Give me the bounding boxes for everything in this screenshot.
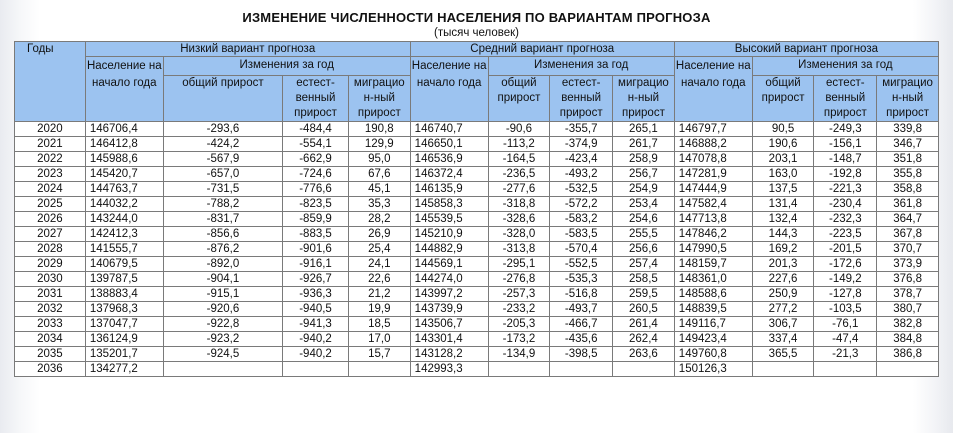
cell-high-total: 201,3: [752, 257, 814, 272]
cell-low-natural: -940,2: [283, 332, 349, 347]
cell-mid-natural: -572,2: [550, 197, 613, 212]
cell-low-migration: 24,1: [348, 257, 410, 272]
cell-low-natural: -724,6: [283, 167, 349, 182]
cell-low-migration: 19,9: [348, 302, 410, 317]
cell-year: 2034: [15, 332, 86, 347]
table-body: [15, 122, 939, 377]
cell-mid-total: -257,3: [488, 287, 550, 302]
cell-mid-total: -295,1: [488, 257, 550, 272]
cell-mid-natural: -374,9: [550, 137, 613, 152]
cell-high-natural: -21,3: [814, 347, 877, 362]
cell-high-population: 147281,9: [674, 167, 752, 182]
cell-low-population: 139787,5: [85, 272, 163, 287]
cell-high-total: 132,4: [752, 212, 814, 227]
cell-low-migration: 25,4: [348, 242, 410, 257]
cell-year: 2023: [15, 167, 86, 182]
cell-high-migration: 358,8: [877, 182, 939, 197]
cell-low-population: 143244,0: [85, 212, 163, 227]
cell-mid-migration: 256,6: [613, 242, 675, 257]
cell-high-migration: 346,7: [877, 137, 939, 152]
cell-mid-population: 146740,7: [410, 122, 488, 137]
table-row: [15, 197, 939, 212]
cell-high-population: 149116,7: [674, 317, 752, 332]
cell-low-migration: 21,2: [348, 287, 410, 302]
cell-year: 2033: [15, 317, 86, 332]
cell-high-natural: -230,4: [814, 197, 877, 212]
cell-high-migration: 351,8: [877, 152, 939, 167]
cell-low-total: -915,1: [163, 287, 282, 302]
cell-high-migration: 370,7: [877, 242, 939, 257]
table-row: [15, 242, 939, 257]
table-row: [15, 347, 939, 362]
cell-mid-migration: 255,5: [613, 227, 675, 242]
cell-high-total: 365,5: [752, 347, 814, 362]
cell-year: 2031: [15, 287, 86, 302]
cell-low-natural: [283, 362, 349, 377]
cell-high-total: 144,3: [752, 227, 814, 242]
table-row: [15, 272, 939, 287]
cell-low-total: -424,2: [163, 137, 282, 152]
cell-mid-population: 143128,2: [410, 347, 488, 362]
cell-mid-migration: 261,4: [613, 317, 675, 332]
cell-year: 2036: [15, 362, 86, 377]
cell-mid-population: 144882,9: [410, 242, 488, 257]
cell-low-total: [163, 362, 282, 377]
cell-mid-migration: [613, 362, 675, 377]
cell-year: 2030: [15, 272, 86, 287]
cell-low-natural: -941,3: [283, 317, 349, 332]
cell-high-natural: -192,8: [814, 167, 877, 182]
table-row: [15, 122, 939, 137]
header-high-total: общий прирост: [752, 76, 814, 122]
cell-high-total: 131,4: [752, 197, 814, 212]
table-row: [15, 227, 939, 242]
cell-high-migration: 355,8: [877, 167, 939, 182]
cell-high-natural: -223,5: [814, 227, 877, 242]
cell-low-total: -567,9: [163, 152, 282, 167]
cell-mid-natural: [550, 362, 613, 377]
cell-low-natural: -901,6: [283, 242, 349, 257]
cell-high-population: 148361,0: [674, 272, 752, 287]
table-subtitle: (тысяч человек): [433, 27, 519, 39]
header-low-population: Население на начало года: [85, 57, 163, 122]
cell-low-natural: -662,9: [283, 152, 349, 167]
cell-mid-total: -164,5: [488, 152, 550, 167]
table-row: [15, 182, 939, 197]
header-low-natural: естест-венный прирост: [283, 76, 349, 122]
cell-low-migration: 190,8: [348, 122, 410, 137]
cell-low-population: 146412,8: [85, 137, 163, 152]
header-mid-migration: миграцио н-ный прирост: [613, 76, 675, 122]
table-row: [15, 257, 939, 272]
cell-high-natural: -201,5: [814, 242, 877, 257]
cell-low-natural: -926,7: [283, 272, 349, 287]
cell-high-population: 149423,4: [674, 332, 752, 347]
cell-low-total: -856,6: [163, 227, 282, 242]
cell-low-natural: -554,1: [283, 137, 349, 152]
cell-high-natural: -47,4: [814, 332, 877, 347]
cell-low-migration: 67,6: [348, 167, 410, 182]
cell-low-total: -788,2: [163, 197, 282, 212]
header-low-migration: миграцио н-ный прирост: [348, 76, 410, 122]
cell-mid-population: 144274,0: [410, 272, 488, 287]
cell-mid-natural: -435,6: [550, 332, 613, 347]
header-high-natural: естест-венный прирост: [814, 76, 877, 122]
cell-mid-natural: -570,4: [550, 242, 613, 257]
header-high-population: Население на начало года: [674, 57, 752, 122]
cell-year: 2028: [15, 242, 86, 257]
cell-high-total: 169,2: [752, 242, 814, 257]
table-row: [15, 332, 939, 347]
cell-mid-total: -328,0: [488, 227, 550, 242]
cell-mid-total: -173,2: [488, 332, 550, 347]
cell-year: 2026: [15, 212, 86, 227]
table-row: [15, 167, 939, 182]
cell-low-natural: -859,9: [283, 212, 349, 227]
cell-mid-total: -236,5: [488, 167, 550, 182]
cell-low-population: 145988,6: [85, 152, 163, 167]
table-row: [15, 317, 939, 332]
cell-mid-migration: 258,5: [613, 272, 675, 287]
cell-low-natural: -916,1: [283, 257, 349, 272]
cell-high-total: 306,7: [752, 317, 814, 332]
cell-high-natural: -127,8: [814, 287, 877, 302]
cell-mid-total: -90,6: [488, 122, 550, 137]
table-header: [15, 42, 939, 122]
table-title: ИЗМЕНЕНИЕ ЧИСЛЕННОСТИ НАСЕЛЕНИЯ ПО ВАРИАНТАМ ПРОГНОЗА: [242, 10, 711, 25]
cell-high-population: 148588,6: [674, 287, 752, 302]
cell-low-population: 134277,2: [85, 362, 163, 377]
cell-low-natural: -883,5: [283, 227, 349, 242]
cell-high-migration: 378,7: [877, 287, 939, 302]
cell-low-migration: 15,7: [348, 347, 410, 362]
header-mid-changes: Изменения за год: [488, 57, 674, 76]
cell-high-population: 147990,5: [674, 242, 752, 257]
cell-high-total: 90,5: [752, 122, 814, 137]
cell-low-population: 145420,7: [85, 167, 163, 182]
cell-mid-migration: 261,7: [613, 137, 675, 152]
cell-low-total: -293,6: [163, 122, 282, 137]
cell-low-population: 136124,9: [85, 332, 163, 347]
cell-high-population: 146797,7: [674, 122, 752, 137]
cell-low-total: -831,7: [163, 212, 282, 227]
table-row: [15, 362, 939, 377]
header-low-variant: Низкий вариант прогноза: [85, 42, 410, 57]
cell-high-total: 137,5: [752, 182, 814, 197]
cell-high-natural: [814, 362, 877, 377]
table-row: [15, 212, 939, 227]
cell-year: 2025: [15, 197, 86, 212]
cell-high-migration: [877, 362, 939, 377]
cell-high-migration: 380,7: [877, 302, 939, 317]
cell-mid-population: 146372,4: [410, 167, 488, 182]
cell-high-natural: -76,1: [814, 317, 877, 332]
cell-year: 2020: [15, 122, 86, 137]
header-high-variant: Высокий вариант прогноза: [674, 42, 938, 57]
cell-mid-migration: 257,4: [613, 257, 675, 272]
cell-high-population: 147078,8: [674, 152, 752, 167]
cell-high-population: 150126,3: [674, 362, 752, 377]
cell-high-total: 227,6: [752, 272, 814, 287]
cell-high-natural: -172,6: [814, 257, 877, 272]
cell-mid-natural: -516,8: [550, 287, 613, 302]
cell-mid-migration: 254,6: [613, 212, 675, 227]
cell-high-migration: 361,8: [877, 197, 939, 212]
cell-low-population: 138883,4: [85, 287, 163, 302]
cell-low-natural: -936,3: [283, 287, 349, 302]
cell-low-migration: 17,0: [348, 332, 410, 347]
header-low-total: общий прирост: [163, 76, 282, 122]
cell-mid-natural: -552,5: [550, 257, 613, 272]
cell-high-migration: 376,8: [877, 272, 939, 287]
cell-mid-migration: 253,4: [613, 197, 675, 212]
cell-mid-total: -233,2: [488, 302, 550, 317]
cell-mid-population: 146135,9: [410, 182, 488, 197]
cell-mid-migration: 265,1: [613, 122, 675, 137]
cell-mid-population: 143301,4: [410, 332, 488, 347]
cell-low-total: -924,5: [163, 347, 282, 362]
cell-high-population: 146888,2: [674, 137, 752, 152]
cell-year: 2022: [15, 152, 86, 167]
cell-high-natural: -249,3: [814, 122, 877, 137]
cell-mid-population: 145210,9: [410, 227, 488, 242]
cell-mid-population: 145539,5: [410, 212, 488, 227]
cell-mid-population: 146536,9: [410, 152, 488, 167]
cell-low-natural: -823,5: [283, 197, 349, 212]
cell-mid-total: -277,6: [488, 182, 550, 197]
cell-mid-total: -318,8: [488, 197, 550, 212]
cell-high-total: 277,2: [752, 302, 814, 317]
cell-high-population: 148159,7: [674, 257, 752, 272]
cell-low-migration: 26,9: [348, 227, 410, 242]
cell-high-total: [752, 362, 814, 377]
cell-mid-natural: -532,5: [550, 182, 613, 197]
cell-mid-population: 143506,7: [410, 317, 488, 332]
cell-mid-natural: -355,7: [550, 122, 613, 137]
cell-low-population: 146706,4: [85, 122, 163, 137]
cell-mid-population: 143739,9: [410, 302, 488, 317]
report-sheet: [14, 10, 939, 428]
cell-low-total: -904,1: [163, 272, 282, 287]
cell-low-natural: -484,4: [283, 122, 349, 137]
cell-mid-total: -113,2: [488, 137, 550, 152]
cell-low-natural: -940,2: [283, 347, 349, 362]
cell-high-natural: -221,3: [814, 182, 877, 197]
cell-mid-population: 145858,3: [410, 197, 488, 212]
cell-high-migration: 382,8: [877, 317, 939, 332]
cell-mid-natural: -535,3: [550, 272, 613, 287]
cell-high-migration: 364,7: [877, 212, 939, 227]
cell-mid-population: 146650,1: [410, 137, 488, 152]
cell-mid-natural: -583,2: [550, 212, 613, 227]
cell-low-population: 144763,7: [85, 182, 163, 197]
cell-high-total: 337,4: [752, 332, 814, 347]
cell-mid-population: 143997,2: [410, 287, 488, 302]
header-low-changes: Изменения за год: [163, 57, 410, 76]
cell-mid-migration: 256,7: [613, 167, 675, 182]
cell-mid-migration: 258,9: [613, 152, 675, 167]
cell-low-population: 144032,2: [85, 197, 163, 212]
cell-high-migration: 339,8: [877, 122, 939, 137]
cell-low-migration: 45,1: [348, 182, 410, 197]
cell-low-migration: 129,9: [348, 137, 410, 152]
cell-mid-total: -134,9: [488, 347, 550, 362]
cell-low-population: 135201,7: [85, 347, 163, 362]
cell-mid-total: -276,8: [488, 272, 550, 287]
cell-mid-migration: 260,5: [613, 302, 675, 317]
cell-low-migration: 28,2: [348, 212, 410, 227]
forecast-table: [14, 41, 939, 377]
cell-mid-migration: 263,6: [613, 347, 675, 362]
header-years: Годы: [15, 42, 86, 122]
cell-mid-population: 142993,3: [410, 362, 488, 377]
cell-low-population: 142412,3: [85, 227, 163, 242]
header-mid-total: общий прирост: [488, 76, 550, 122]
cell-mid-total: [488, 362, 550, 377]
cell-year: 2035: [15, 347, 86, 362]
cell-high-migration: 373,9: [877, 257, 939, 272]
cell-mid-migration: 259,5: [613, 287, 675, 302]
header-mid-population: Население на начало года: [410, 57, 488, 122]
cell-high-population: 147713,8: [674, 212, 752, 227]
cell-high-total: 250,9: [752, 287, 814, 302]
cell-high-natural: -103,5: [814, 302, 877, 317]
header-mid-natural: естест-венный прирост: [550, 76, 613, 122]
cell-mid-total: -205,3: [488, 317, 550, 332]
cell-high-population: 147582,4: [674, 197, 752, 212]
cell-high-total: 190,6: [752, 137, 814, 152]
cell-mid-natural: -423,4: [550, 152, 613, 167]
cell-low-total: -923,2: [163, 332, 282, 347]
cell-mid-natural: -398,5: [550, 347, 613, 362]
cell-high-population: 147444,9: [674, 182, 752, 197]
cell-year: 2024: [15, 182, 86, 197]
cell-mid-natural: -493,2: [550, 167, 613, 182]
cell-low-migration: 18,5: [348, 317, 410, 332]
cell-high-migration: 386,8: [877, 347, 939, 362]
cell-year: 2029: [15, 257, 86, 272]
cell-mid-total: -328,6: [488, 212, 550, 227]
cell-low-total: -920,6: [163, 302, 282, 317]
cell-low-migration: 95,0: [348, 152, 410, 167]
cell-high-total: 203,1: [752, 152, 814, 167]
cell-low-population: 140679,5: [85, 257, 163, 272]
cell-low-natural: -940,5: [283, 302, 349, 317]
cell-low-population: 141555,7: [85, 242, 163, 257]
cell-low-migration: 35,3: [348, 197, 410, 212]
cell-low-population: 137047,7: [85, 317, 163, 332]
header-high-changes: Изменения за год: [752, 57, 938, 76]
header-high-migration: миграцио н-ный прирост: [877, 76, 939, 122]
table-row: [15, 287, 939, 302]
cell-mid-total: -313,8: [488, 242, 550, 257]
cell-low-total: -657,0: [163, 167, 282, 182]
cell-high-natural: -156,1: [814, 137, 877, 152]
cell-high-natural: -232,3: [814, 212, 877, 227]
cell-mid-migration: 254,9: [613, 182, 675, 197]
cell-high-natural: -149,2: [814, 272, 877, 287]
cell-year: 2032: [15, 302, 86, 317]
header-mid-variant: Средний вариант прогноза: [410, 42, 674, 57]
cell-low-total: -922,8: [163, 317, 282, 332]
cell-high-natural: -148,7: [814, 152, 877, 167]
table-row: [15, 137, 939, 152]
cell-high-population: 148839,5: [674, 302, 752, 317]
cell-high-population: 149760,8: [674, 347, 752, 362]
cell-mid-natural: -466,7: [550, 317, 613, 332]
cell-mid-natural: -583,5: [550, 227, 613, 242]
cell-low-population: 137968,3: [85, 302, 163, 317]
cell-low-total: -892,0: [163, 257, 282, 272]
cell-mid-natural: -493,7: [550, 302, 613, 317]
cell-high-total: 163,0: [752, 167, 814, 182]
cell-high-migration: 384,8: [877, 332, 939, 347]
cell-mid-population: 144569,1: [410, 257, 488, 272]
cell-high-population: 147846,2: [674, 227, 752, 242]
table-row: [15, 152, 939, 167]
cell-year: 2021: [15, 137, 86, 152]
cell-low-natural: -776,6: [283, 182, 349, 197]
table-row: [15, 302, 939, 317]
cell-low-migration: 22,6: [348, 272, 410, 287]
cell-low-migration: [348, 362, 410, 377]
cell-low-total: -731,5: [163, 182, 282, 197]
cell-mid-migration: 262,4: [613, 332, 675, 347]
cell-high-migration: 367,8: [877, 227, 939, 242]
cell-low-total: -876,2: [163, 242, 282, 257]
cell-year: 2027: [15, 227, 86, 242]
